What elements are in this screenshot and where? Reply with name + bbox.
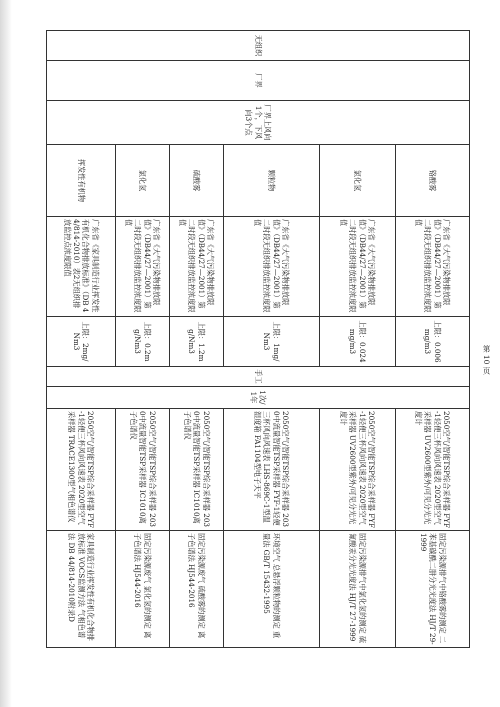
standard-cell: 广东省《大气污染物排放限值》（DB44/27—2001）第二时段无组织排放监控浓度限值 xyxy=(116,217,170,317)
pollutant-cell: 颗粒物 xyxy=(224,145,320,217)
group-cell: 无组织 xyxy=(47,31,470,61)
limit-cell: 上限：1mg/Nm3 xyxy=(224,317,320,367)
analysis-cell: 环境空气 总悬浮颗粒物的测定 重量法 GB/T 15432-1995 xyxy=(224,531,320,648)
pollutant-cell: 铬酸雾 xyxy=(396,145,470,217)
scan-shadow xyxy=(0,0,12,707)
pollutant-cell: 挥发性有机物 xyxy=(47,145,116,217)
equipment-cell: 2050空气/智能TSP综合采样器 2030中流量智能TSP采样器 IC1010离子色谱仪 xyxy=(116,409,170,531)
monitoring-table xyxy=(46,30,470,648)
table-row xyxy=(396,31,470,648)
limit-cell: 上限：0.024mg/m3 xyxy=(320,317,396,367)
equipment-cell: 2050空气/智能TSP综合采样器 2030中流量智能TSP采样器 FYF-1轻便三杯风向风速表 LHS-869C-1型温湿度箱 FA1104型电子天平 xyxy=(224,409,320,531)
limit-cell: 上限：0.006mg/m3 xyxy=(396,317,470,367)
analysis-cell: 固定污染源排气中铬酸雾的测定 二苯基碳酰二肼分光光度法 HJ/T 29-1999 xyxy=(396,531,470,648)
page-number: 第 10 页 xyxy=(482,345,491,375)
standard-cell: 广东省《大气污染物排放限值》（DB44/27—2001）第二时段无组织排放监控浓度限值 xyxy=(320,217,396,317)
limit-cell: 上限：0.2mg/Nm3 xyxy=(116,317,170,367)
limit-cell: 上限：1.2mg/Nm3 xyxy=(170,317,224,367)
analysis-cell: 固定污染源废气 氯化氢的测定 离子色谱法 HJ544-2016 xyxy=(116,531,170,648)
frequency-cell: 1次/1年 xyxy=(47,387,470,409)
equipment-cell: 2050空气/智能TSP综合采样器 FYF-1轻便三杯风向风速表 2020型空气采样器 TRACE1300型气相色谱仪 xyxy=(47,409,116,531)
standard-cell: 广东省《大气污染物排放限值》（DB44/27—2001）第二时段无组织排放监控浓度限值 xyxy=(170,217,224,317)
equipment-cell: 2050空气/智能TSP综合采样器 FYF-1轻便三杯风向风速表 2020型空气采样器 UV2600型紫外/可见分光光度计 xyxy=(320,409,396,531)
standard-cell: 广东省《家具制造行业挥发性有机化合物排放标准》（DB 44/814-2010）表2无组织排放监控点浓度限值 xyxy=(47,217,116,317)
limit-cell: 上限：2mg/Nm3 xyxy=(47,317,116,367)
pollutant-cell: 硫酸雾 xyxy=(170,145,224,217)
rotated-table-wrapper xyxy=(47,30,470,647)
standard-cell: 广东省《大气污染物排放限值》（DB44/27—2001）第二时段无组织排放监控浓度限值 xyxy=(224,217,320,317)
equipment-cell: 2050空气/智能TSP综合采样器 2030中流量智能TSP采样器 IC1010离子色谱仪 xyxy=(170,409,224,531)
analysis-cell: 固定污染源排气中氯化氢的测定 硫氰酸汞分光光度法 HJ/T 27-1999 xyxy=(320,531,396,648)
method-cell: 手工 xyxy=(47,367,470,387)
point-cell: 厂界上风向1个，下风向3个点 xyxy=(47,101,470,145)
standard-cell: 广东省《大气污染物排放限值》（DB44/27—2001）第二时段无组织排放监控浓度限值 xyxy=(396,217,470,317)
equipment-cell: 2050空气/智能TSP综合采样器 FYF-1轻便三杯风向风速表 2020型空气采样器 UV2600型紫外/可见分光光度计 xyxy=(396,409,470,531)
pollutant-cell: 氯化氢 xyxy=(320,145,396,217)
analysis-cell: 家具制造行业挥发性有机化合物排放标准 VOCS监测方法 气相色谱法 DB 44/814-2010附录D xyxy=(47,531,116,648)
area-cell: 厂界 xyxy=(47,61,470,101)
analysis-cell: 固定污染源废气 硫酸雾的测定 离子色谱法 HJ544-2016 xyxy=(170,531,224,648)
pollutant-cell: 氯化氢 xyxy=(116,145,170,217)
